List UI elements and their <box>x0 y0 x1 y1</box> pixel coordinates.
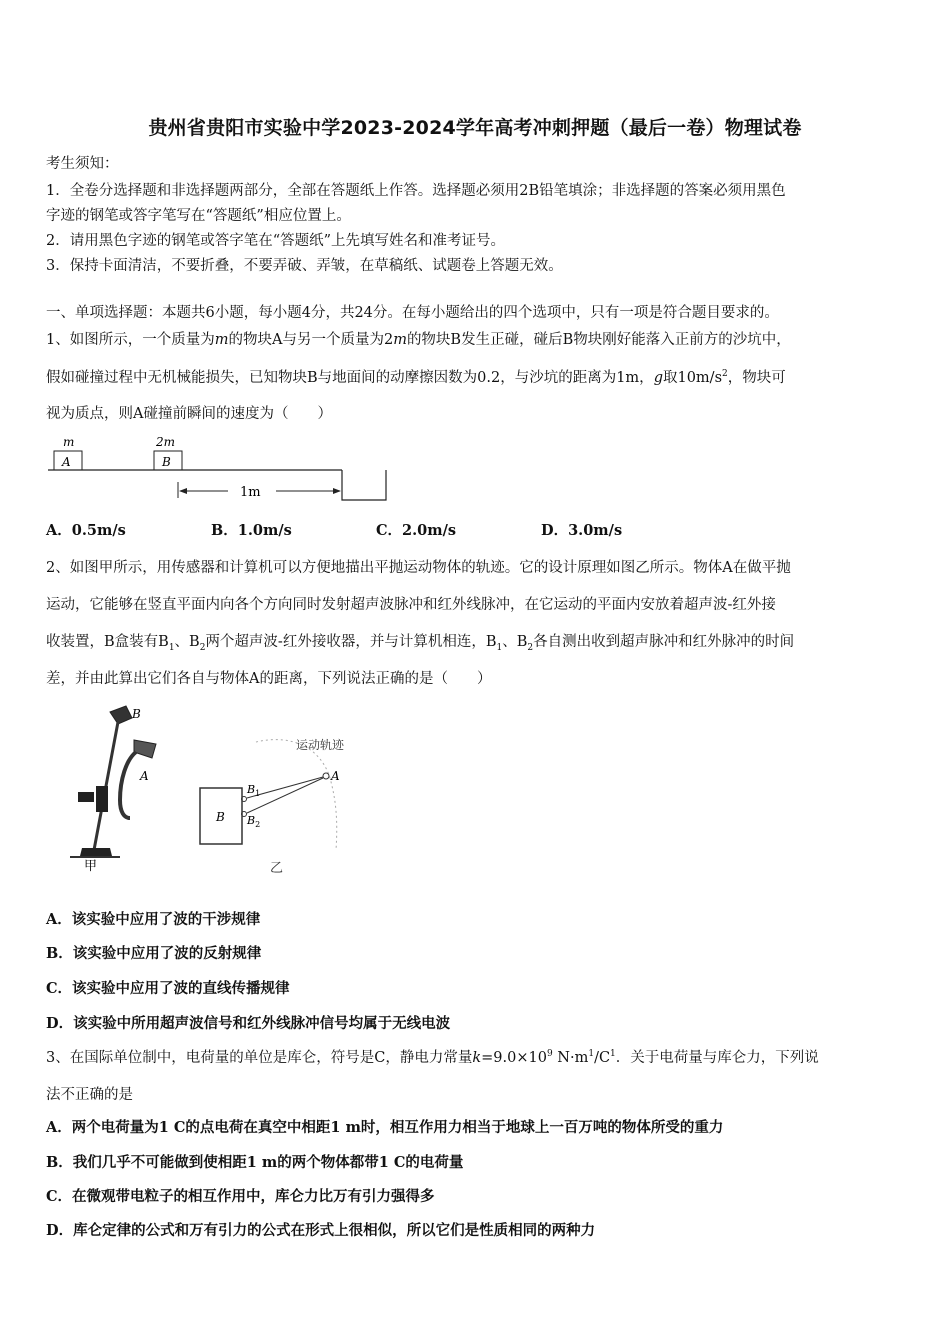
mass-a-label: m <box>63 435 75 449</box>
b1-label: B <box>247 783 256 796</box>
option-c[interactable]: C．2.0m/s <box>376 522 457 539</box>
b2-label: B <box>247 814 256 827</box>
option-d[interactable]: D．3.0m/s <box>541 522 623 539</box>
mass-b-label: 2m <box>156 435 176 449</box>
b2-sub: 2 <box>255 820 261 829</box>
question-3-line: 法不正确的是 <box>46 1087 133 1103</box>
notice-item: 3．保持卡面清洁，不要折叠，不要弄破、弄皱，在草稿纸、试题卷上答题无效。 <box>46 258 563 274</box>
page-title: 贵州省贵阳市实验中学2023-2024学年高考冲刺押题（最后一卷）物理试卷 <box>148 117 802 139</box>
label-jia: 甲 <box>84 859 98 874</box>
svg-text:B2 <box>246 814 260 829</box>
svg-text:B1 <box>246 783 260 798</box>
notice-item: 1．全卷分选择题和非选择题两部分，全部在答题纸上作答。选择题必须用2B铅笔填涂；非选择题的答案必须用黑色 <box>46 183 786 199</box>
option-a[interactable]: A．0.5m/s <box>46 522 126 539</box>
question-1-line: 视为质点，则A碰撞前瞬间的速度为（ ） <box>46 406 332 422</box>
sand-pit <box>342 470 386 500</box>
object-a <box>323 773 329 779</box>
apparatus-jia <box>70 706 156 874</box>
question-1-line: 假如碰撞过程中无机械能损失，已知物块B与地面间的动摩擦因数为0.2，与沙坑的距离为1m，g取$10m/s^2$，物块可 <box>46 369 786 386</box>
distance-label: 1m <box>240 485 261 500</box>
option-d[interactable]: D．该实验中所用超声波信号和红外线脉冲信号均属于无线电波 <box>46 1015 451 1032</box>
arrowhead-right <box>333 488 341 494</box>
option-c[interactable]: C．该实验中应用了波的直线传播规律 <box>46 980 290 997</box>
object-a-label: A <box>331 769 340 783</box>
label-yi: 乙 <box>270 861 284 876</box>
option-c[interactable]: C．在微观带电粒子的相互作用中，库仑力比万有引力强得多 <box>46 1188 435 1205</box>
block-b-label: B <box>162 455 171 469</box>
question-2-line: 差，并由此算出它们各自与物体A的距离，下列说法正确的是（ ） <box>46 671 492 687</box>
option-d[interactable]: D．库仑定律的公式和万有引力的公式在形式上很相似，所以它们是性质相同的两种力 <box>46 1222 596 1239</box>
option-b[interactable]: B．该实验中应用了波的反射规律 <box>46 945 262 962</box>
option-a[interactable]: A．两个电荷量为1 C的点电荷在真空中相距1 m时，相互作用力相当于地球上一百万吨的物体所受的重力 <box>46 1119 724 1136</box>
trajectory-label: 运动轨迹 <box>296 738 345 752</box>
notice-item: 字迹的钢笔或答字笔写在“答题纸”相应位置上。 <box>46 208 351 224</box>
option-b[interactable]: B．1.0m/s <box>211 522 292 539</box>
question-1-line: 1、如图所示，一个质量为m的物块A与另一个质量为2m的物块B发生正碰，碰后B物块刚好能落入正前方的沙坑中， <box>46 332 791 348</box>
option-b[interactable]: B．我们几乎不可能做到使相距1 m的两个物体都带1 C的电荷量 <box>46 1154 464 1171</box>
question-2-figure <box>60 700 380 885</box>
notice-heading: 考生须知： <box>46 156 119 172</box>
question-2-line: 运动，它能够在竖直平面内向各个方向同时发射超声波脉冲和红外线脉冲，在它运动的平面内安放着超声波-红外接 <box>46 597 776 613</box>
question-3-line: 3、在国际单位制中，电荷量的单位是库仑，符号是C，静电力常量$k=9.0\times 10^9$ $N\cdot m^1/C^1$．关于电荷量与库仑力，下列说 <box>46 1049 819 1066</box>
b1-sub: 1 <box>255 789 261 798</box>
apparatus-label-a: A <box>140 769 149 783</box>
question-2-line: 2、如图甲所示，用传感器和计算机可以方便地描出平抛运动物体的轨迹。它的设计原理如图乙所示。物体A在做平抛 <box>46 560 791 576</box>
apparatus-label-b: B <box>132 707 141 721</box>
block-a-label: A <box>62 455 71 469</box>
notice-item: 2．请用黑色字迹的钢笔或答字笔在“答题纸”上先填写姓名和准考证号。 <box>46 233 506 249</box>
section-heading: 一、单项选择题：本题共6小题，每小题4分，共24分。在每小题给出的四个选项中，只有一项是符合题目要求的。 <box>46 305 779 321</box>
question-2-line: 收装置，B盒装有$B_1$、$B_2$两个超声波-红外接收器，并与计算机相连，$B_1$、$B_2$各自测出收到超声脉冲和红外脉冲的时间 <box>46 634 795 653</box>
schematic-yi <box>200 737 345 876</box>
question-1-figure <box>40 432 400 507</box>
box-b-label: B <box>216 810 225 824</box>
arrowhead-left <box>179 488 187 494</box>
option-a[interactable]: A．该实验中应用了波的干涉规律 <box>46 911 261 928</box>
